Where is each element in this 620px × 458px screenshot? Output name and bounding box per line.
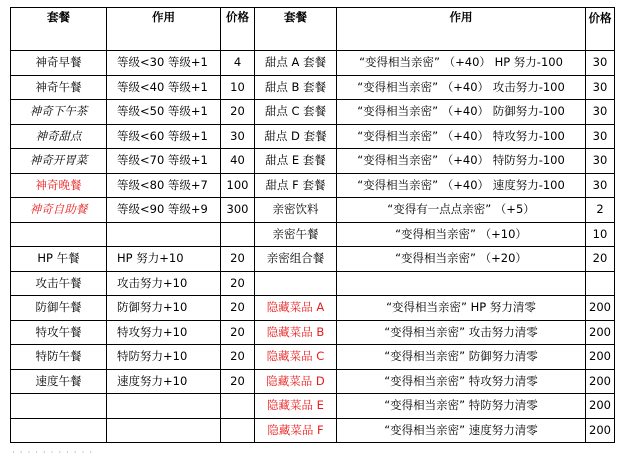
set-name-2-cell: 亲密午餐 (255, 222, 337, 247)
price-2-cell: 10 (586, 222, 615, 247)
effect-cell: 速度努力+10 (107, 369, 221, 394)
effect-2-cell: “变得相当亲密” （+40） 攻击努力-100 (337, 75, 586, 100)
cropped-footnote: · · · · · · · · · · · (12, 448, 94, 458)
set-name-cell: 神奇午餐 (11, 75, 107, 100)
table-row (11, 418, 615, 443)
table-row (11, 51, 615, 76)
effect-2-cell: “变得相当亲密” 特攻努力清零 (337, 369, 586, 394)
set-name-cell: 神奇开胃菜 (11, 149, 107, 174)
set-name-2-cell: 甜点 E 套餐 (255, 149, 337, 174)
price-cell: 300 (221, 198, 255, 223)
price-cell: 40 (221, 149, 255, 174)
price-2-cell: 30 (586, 149, 615, 174)
header-effect-2: 作用 (337, 8, 586, 51)
price-2-cell: 200 (586, 369, 615, 394)
price-cell: 20 (221, 369, 255, 394)
set-name-cell: 特防午餐 (11, 345, 107, 370)
effect-cell (107, 394, 221, 419)
effect-cell (107, 222, 221, 247)
effect-2-cell: “变得相当亲密” （+40） 特攻努力-100 (337, 124, 586, 149)
set-name-2-cell: 甜点 F 套餐 (255, 173, 337, 198)
table-row (11, 296, 615, 321)
price-2-cell: 30 (586, 51, 615, 76)
effect-cell: 等级<40 等级+1 (107, 75, 221, 100)
set-name-cell: 神奇甜点 (11, 124, 107, 149)
price-2-cell: 200 (586, 320, 615, 345)
effect-cell: HP 努力+10 (107, 247, 221, 272)
effect-cell: 攻击努力+10 (107, 271, 221, 296)
table-row (11, 369, 615, 394)
price-cell: 20 (221, 320, 255, 345)
header-price-2: 价格 (586, 8, 615, 51)
set-name-2-cell: 甜点 C 套餐 (255, 100, 337, 125)
set-name-2-cell: 甜点 B 套餐 (255, 75, 337, 100)
price-cell: 4 (221, 51, 255, 76)
effect-2-cell: “变得相当亲密” HP 努力清零 (337, 296, 586, 321)
effect-cell (107, 418, 221, 443)
effect-2-cell: “变得相当亲密” 攻击努力清零 (337, 320, 586, 345)
table-row (11, 75, 615, 100)
effect-2-cell: “变得相当亲密” （+40） HP 努力-100 (337, 51, 586, 76)
set-name-2-cell: 亲密组合餐 (255, 247, 337, 272)
price-2-cell: 200 (586, 296, 615, 321)
header-row (11, 8, 615, 51)
effect-2-cell: “变得相当亲密” （+10） (337, 222, 586, 247)
set-name-cell: 神奇下午茶 (11, 100, 107, 125)
effect-2-cell: “变得相当亲密” （+40） 防御努力-100 (337, 100, 586, 125)
effect-2-cell: “变得相当亲密” 防御努力清零 (337, 345, 586, 370)
table-row (11, 271, 615, 296)
price-2-cell: 30 (586, 173, 615, 198)
effect-2-cell: “变得相当亲密” （+40） 速度努力-100 (337, 173, 586, 198)
effect-cell: 等级<50 等级+1 (107, 100, 221, 125)
cafe-menu-table (10, 7, 615, 443)
header-effect: 作用 (107, 8, 221, 51)
table-row (11, 394, 615, 419)
set-name-cell (11, 222, 107, 247)
price-cell: 100 (221, 173, 255, 198)
price-2-cell: 30 (586, 75, 615, 100)
table-row (11, 149, 615, 174)
table-row (11, 124, 615, 149)
effect-cell: 等级<30 等级+1 (107, 51, 221, 76)
effect-cell: 防御努力+10 (107, 296, 221, 321)
price-2-cell: 20 (586, 247, 615, 272)
price-cell: 20 (221, 100, 255, 125)
price-cell (221, 418, 255, 443)
effect-cell: 等级<90 等级+9 (107, 198, 221, 223)
set-name-cell: HP 午餐 (11, 247, 107, 272)
price-cell: 20 (221, 247, 255, 272)
set-name-cell: 攻击午餐 (11, 271, 107, 296)
price-cell: 20 (221, 271, 255, 296)
table-row (11, 345, 615, 370)
price-2-cell: 200 (586, 418, 615, 443)
set-name-cell: 神奇晚餐 (11, 173, 107, 198)
effect-cell: 等级<70 等级+1 (107, 149, 221, 174)
table-row (11, 247, 615, 272)
effect-2-cell: “变得相当亲密” （+20） (337, 247, 586, 272)
set-name-2-cell: 隐藏菜品 B (255, 320, 337, 345)
set-name-2-cell: 隐藏菜品 A (255, 296, 337, 321)
set-name-2-cell: 隐藏菜品 D (255, 369, 337, 394)
price-cell: 10 (221, 75, 255, 100)
effect-2-cell: “变得有一点点亲密” （+5） (337, 198, 586, 223)
set-name-2-cell: 隐藏菜品 F (255, 418, 337, 443)
price-2-cell: 200 (586, 394, 615, 419)
set-name-cell: 防御午餐 (11, 296, 107, 321)
set-name-cell (11, 418, 107, 443)
table-row (11, 198, 615, 223)
price-2-cell: 2 (586, 198, 615, 223)
effect-cell: 特攻努力+10 (107, 320, 221, 345)
set-name-cell: 神奇早餐 (11, 51, 107, 76)
set-name-2-cell (255, 271, 337, 296)
price-cell: 20 (221, 345, 255, 370)
menu-body (11, 51, 615, 443)
set-name-2-cell: 甜点 D 套餐 (255, 124, 337, 149)
table-row (11, 100, 615, 125)
set-name-2-cell: 亲密饮料 (255, 198, 337, 223)
set-name-cell (11, 394, 107, 419)
set-name-cell: 神奇自助餐 (11, 198, 107, 223)
price-cell (221, 222, 255, 247)
header-set-name-2: 套餐 (255, 8, 337, 51)
table-row (11, 222, 615, 247)
set-name-2-cell: 隐藏菜品 C (255, 345, 337, 370)
set-name-2-cell: 隐藏菜品 E (255, 394, 337, 419)
price-cell: 30 (221, 124, 255, 149)
price-cell (221, 394, 255, 419)
effect-cell: 等级<80 等级+7 (107, 173, 221, 198)
table-row (11, 320, 615, 345)
price-2-cell: 30 (586, 100, 615, 125)
effect-cell: 等级<60 等级+1 (107, 124, 221, 149)
header-set-name: 套餐 (11, 8, 107, 51)
table-row (11, 173, 615, 198)
price-cell: 20 (221, 296, 255, 321)
header-price: 价格 (221, 8, 255, 51)
price-2-cell: 30 (586, 124, 615, 149)
set-name-cell: 速度午餐 (11, 369, 107, 394)
price-2-cell: 200 (586, 345, 615, 370)
effect-cell: 特防努力+10 (107, 345, 221, 370)
effect-2-cell: “变得相当亲密” （+40） 特防努力-100 (337, 149, 586, 174)
set-name-2-cell: 甜点 A 套餐 (255, 51, 337, 76)
effect-2-cell: “变得相当亲密” 速度努力清零 (337, 418, 586, 443)
effect-2-cell: “变得相当亲密” 特防努力清零 (337, 394, 586, 419)
price-2-cell (586, 271, 615, 296)
set-name-cell: 特攻午餐 (11, 320, 107, 345)
effect-2-cell (337, 271, 586, 296)
